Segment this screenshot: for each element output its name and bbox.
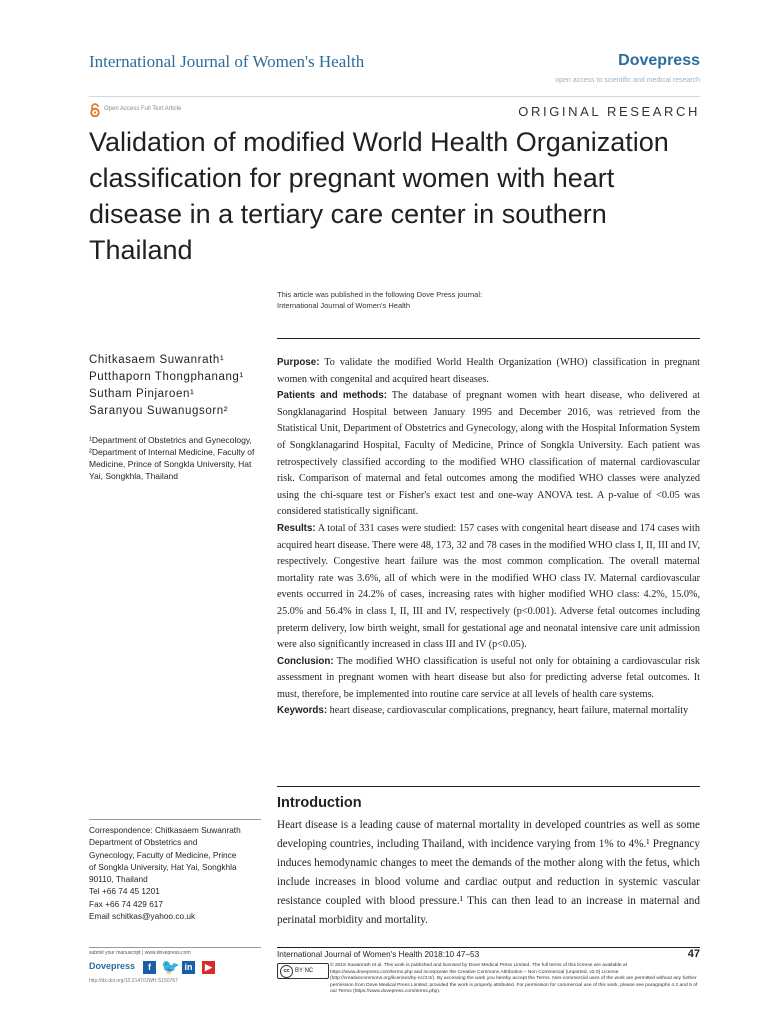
license-text: © 2018 Suwanrath et al. This work is published and licensed by Dove Medical Press Limited. The full terms of this license are available at https://www.dovepress.com/terms.php and incorporate the Creative Commons Attribution – Non Commercial (unported, v3.0) License (http://creativecommons.org/licenses/by-nc/3.0/). By accessing the work you hereby accept the Terms. Non-commercial uses of the work are permitted without any further permission from Dove Medical Press Limited, provided the work is properly attributed. For permission for commercial use of this work, please see paragraphs 4.2 and 5 of our Terms (https://www.dovepress.com/terms.php).: [330, 963, 698, 995]
article-type: ORIGINAL RESEARCH: [518, 104, 700, 119]
publisher-tagline: open access to scientific and medical research: [555, 77, 700, 84]
header-divider: [89, 96, 700, 97]
cc-terms: BY NC: [295, 968, 314, 974]
creative-commons-badge[interactable]: [277, 963, 329, 979]
introduction-body: Heart disease is a leading cause of maternal mortality in developed countries as well as some developing countries, including Thailand, with incidence varying from 1% to 4%.¹ Pregnancy induces hemodynamic changes to meet the demands of the mother along with the fetus, which include increases in blood volume and cardiac output and reduction in systemic vascular resistance coupled with blood pressure.¹ This can then lead to an increase in maternal and perinatal morbidity and mortality.: [277, 819, 700, 926]
open-access-lock-icon: [89, 103, 101, 117]
correspondence-name: Correspondence: Chitkasaem Suwanrath: [89, 825, 241, 835]
results-text: A total of 331 cases were studied: 157 cases with congenital heart disease and 174 cases with acquired heart disease. There were 48, 173, 32 and 78 cases in the modified WHO class I, II, III and IV, respectively. Congestive heart failure was the most common complication. The overall maternal mortality rate was 3.6%, all of which were in the modified WHO class IV. Maternal cardiovascular events occurred in 24.2% of cases, increasing rates with higher modified WHO class: 4.2%, 15.0%, 25.0% and 56.4% in class I, II, III and IV, respectively (p<0.001). Adverse fetal outcomes including preterm delivery, low birth weight, small for gestational age and neonatal intensive care unit admission were also significantly increased in class III and IV (p<0.05).: [277, 522, 700, 651]
author-name: Putthaporn Thongphanang¹: [89, 371, 244, 383]
published-note: [277, 289, 482, 311]
abstract-divider: [277, 338, 700, 339]
purpose-label: Purpose:: [277, 357, 320, 368]
footer-brand: Dovepress: [89, 961, 136, 971]
author-name: Sutham Pinjaroen¹: [89, 388, 195, 400]
author-name: Chitkasaem Suwanrath¹: [89, 354, 225, 366]
results-label: Results:: [277, 522, 316, 534]
page-number: 47: [687, 948, 700, 960]
correspondence-address: of Songkla University, Hat Yai, Songkhla: [89, 861, 237, 872]
correspondence-divider: [89, 819, 261, 820]
keywords-label: Keywords:: [277, 705, 328, 717]
published-note-line: This article was published in the following Dove Press journal:: [277, 290, 483, 299]
abstract: [277, 355, 700, 720]
cc-icon: cc: [280, 965, 293, 978]
abstract-methods: [277, 388, 700, 521]
correspondence-tel: Tel +66 74 45 1201: [89, 886, 160, 897]
conclusion-text: The modified WHO classification is useful not only for obtaining a cardiovascular risk assessment in pregnant women with heart disease but also for predicting adverse fetal outcomes. It must, therefore, be implemented into routine care service at all levels of health care systems.: [277, 655, 700, 700]
youtube-icon[interactable]: ▶: [202, 961, 215, 974]
open-access-label: Open Access Full Text Article: [104, 106, 182, 112]
conclusion-label: Conclusion:: [277, 655, 334, 667]
publisher-brand: Dovepress: [618, 52, 700, 69]
linkedin-icon[interactable]: in: [182, 961, 195, 974]
introduction-divider: [277, 786, 700, 787]
correspondence-email[interactable]: Email schitkas@yahoo.co.uk: [89, 911, 196, 922]
introduction-heading: Introduction: [277, 795, 362, 811]
correspondence-block: [89, 824, 261, 922]
methods-text: The database of pregnant women with heart disease, who delivered at Songklanagarind Hospital between January 1995 and December 2016, was retrieved from the Statistical Unit, Department of Obstetrics and Gynecology, along with the Hospital Information System of Songklanagarind Hospital, Faculty of Medicine, Prince of Songkla University. Each patient was retrospectively classified according to the modified WHO classification of maternal cardiovascular risk. Comparison of maternal and fetal outcomes among the modified WHO classes were analyzed using the chi-square test or Fisher's exact test and one-way ANOVA test. A p-value of <0.05 was considered statistically significant.: [277, 390, 701, 518]
purpose-text: To validate the modified World Health Organization (WHO) classification in pregnant women with congenital and acquired heart diseases.: [277, 357, 700, 385]
correspondence-address: 90110, Thailand: [89, 874, 148, 885]
doi-link[interactable]: http://dx.doi.org/10.2147/IJWH.S150767: [89, 978, 178, 984]
published-note-journal: International Journal of Women's Health: [277, 301, 411, 310]
affiliations: ¹Department of Obstetrics and Gynecology, ²Department of Internal Medicine, Faculty of Medicine, Prince of Songkla University, Hat Yai, Songkhla, Thailand: [89, 435, 255, 481]
journal-title: International Journal of Women's Health: [89, 52, 365, 71]
keywords-text: heart disease, cardiovascular complications, pregnancy, heart failure, maternal mortality: [327, 705, 689, 717]
author-name: Saranyou Suwanugsorn²: [89, 405, 229, 417]
twitter-icon[interactable]: 🐦: [161, 959, 180, 976]
methods-label: Patients and methods:: [277, 390, 387, 402]
submit-manuscript-link[interactable]: submit your manuscript | www.dovepress.com: [89, 950, 191, 956]
journal-citation: International Journal of Women's Health 2018:10 47–53: [277, 950, 480, 959]
facebook-icon[interactable]: f: [143, 961, 156, 974]
article-title: Validation of modified World Health Organization classification for pregnant women with heart disease in a tertiary care center in southern Thailand: [89, 127, 669, 265]
author-list: [89, 352, 244, 420]
correspondence-address: Department of Obstetrics and: [89, 837, 198, 848]
footer-divider-right: [277, 947, 700, 948]
abstract-results: [277, 521, 700, 654]
abstract-conclusion: [277, 654, 700, 704]
correspondence-address: Gynecology, Faculty of Medicine, Prince: [89, 849, 237, 860]
footer-divider-left: [89, 947, 261, 948]
abstract-keywords: [277, 703, 700, 720]
abstract-purpose: [277, 355, 700, 388]
correspondence-fax: Fax +66 74 429 617: [89, 898, 164, 909]
